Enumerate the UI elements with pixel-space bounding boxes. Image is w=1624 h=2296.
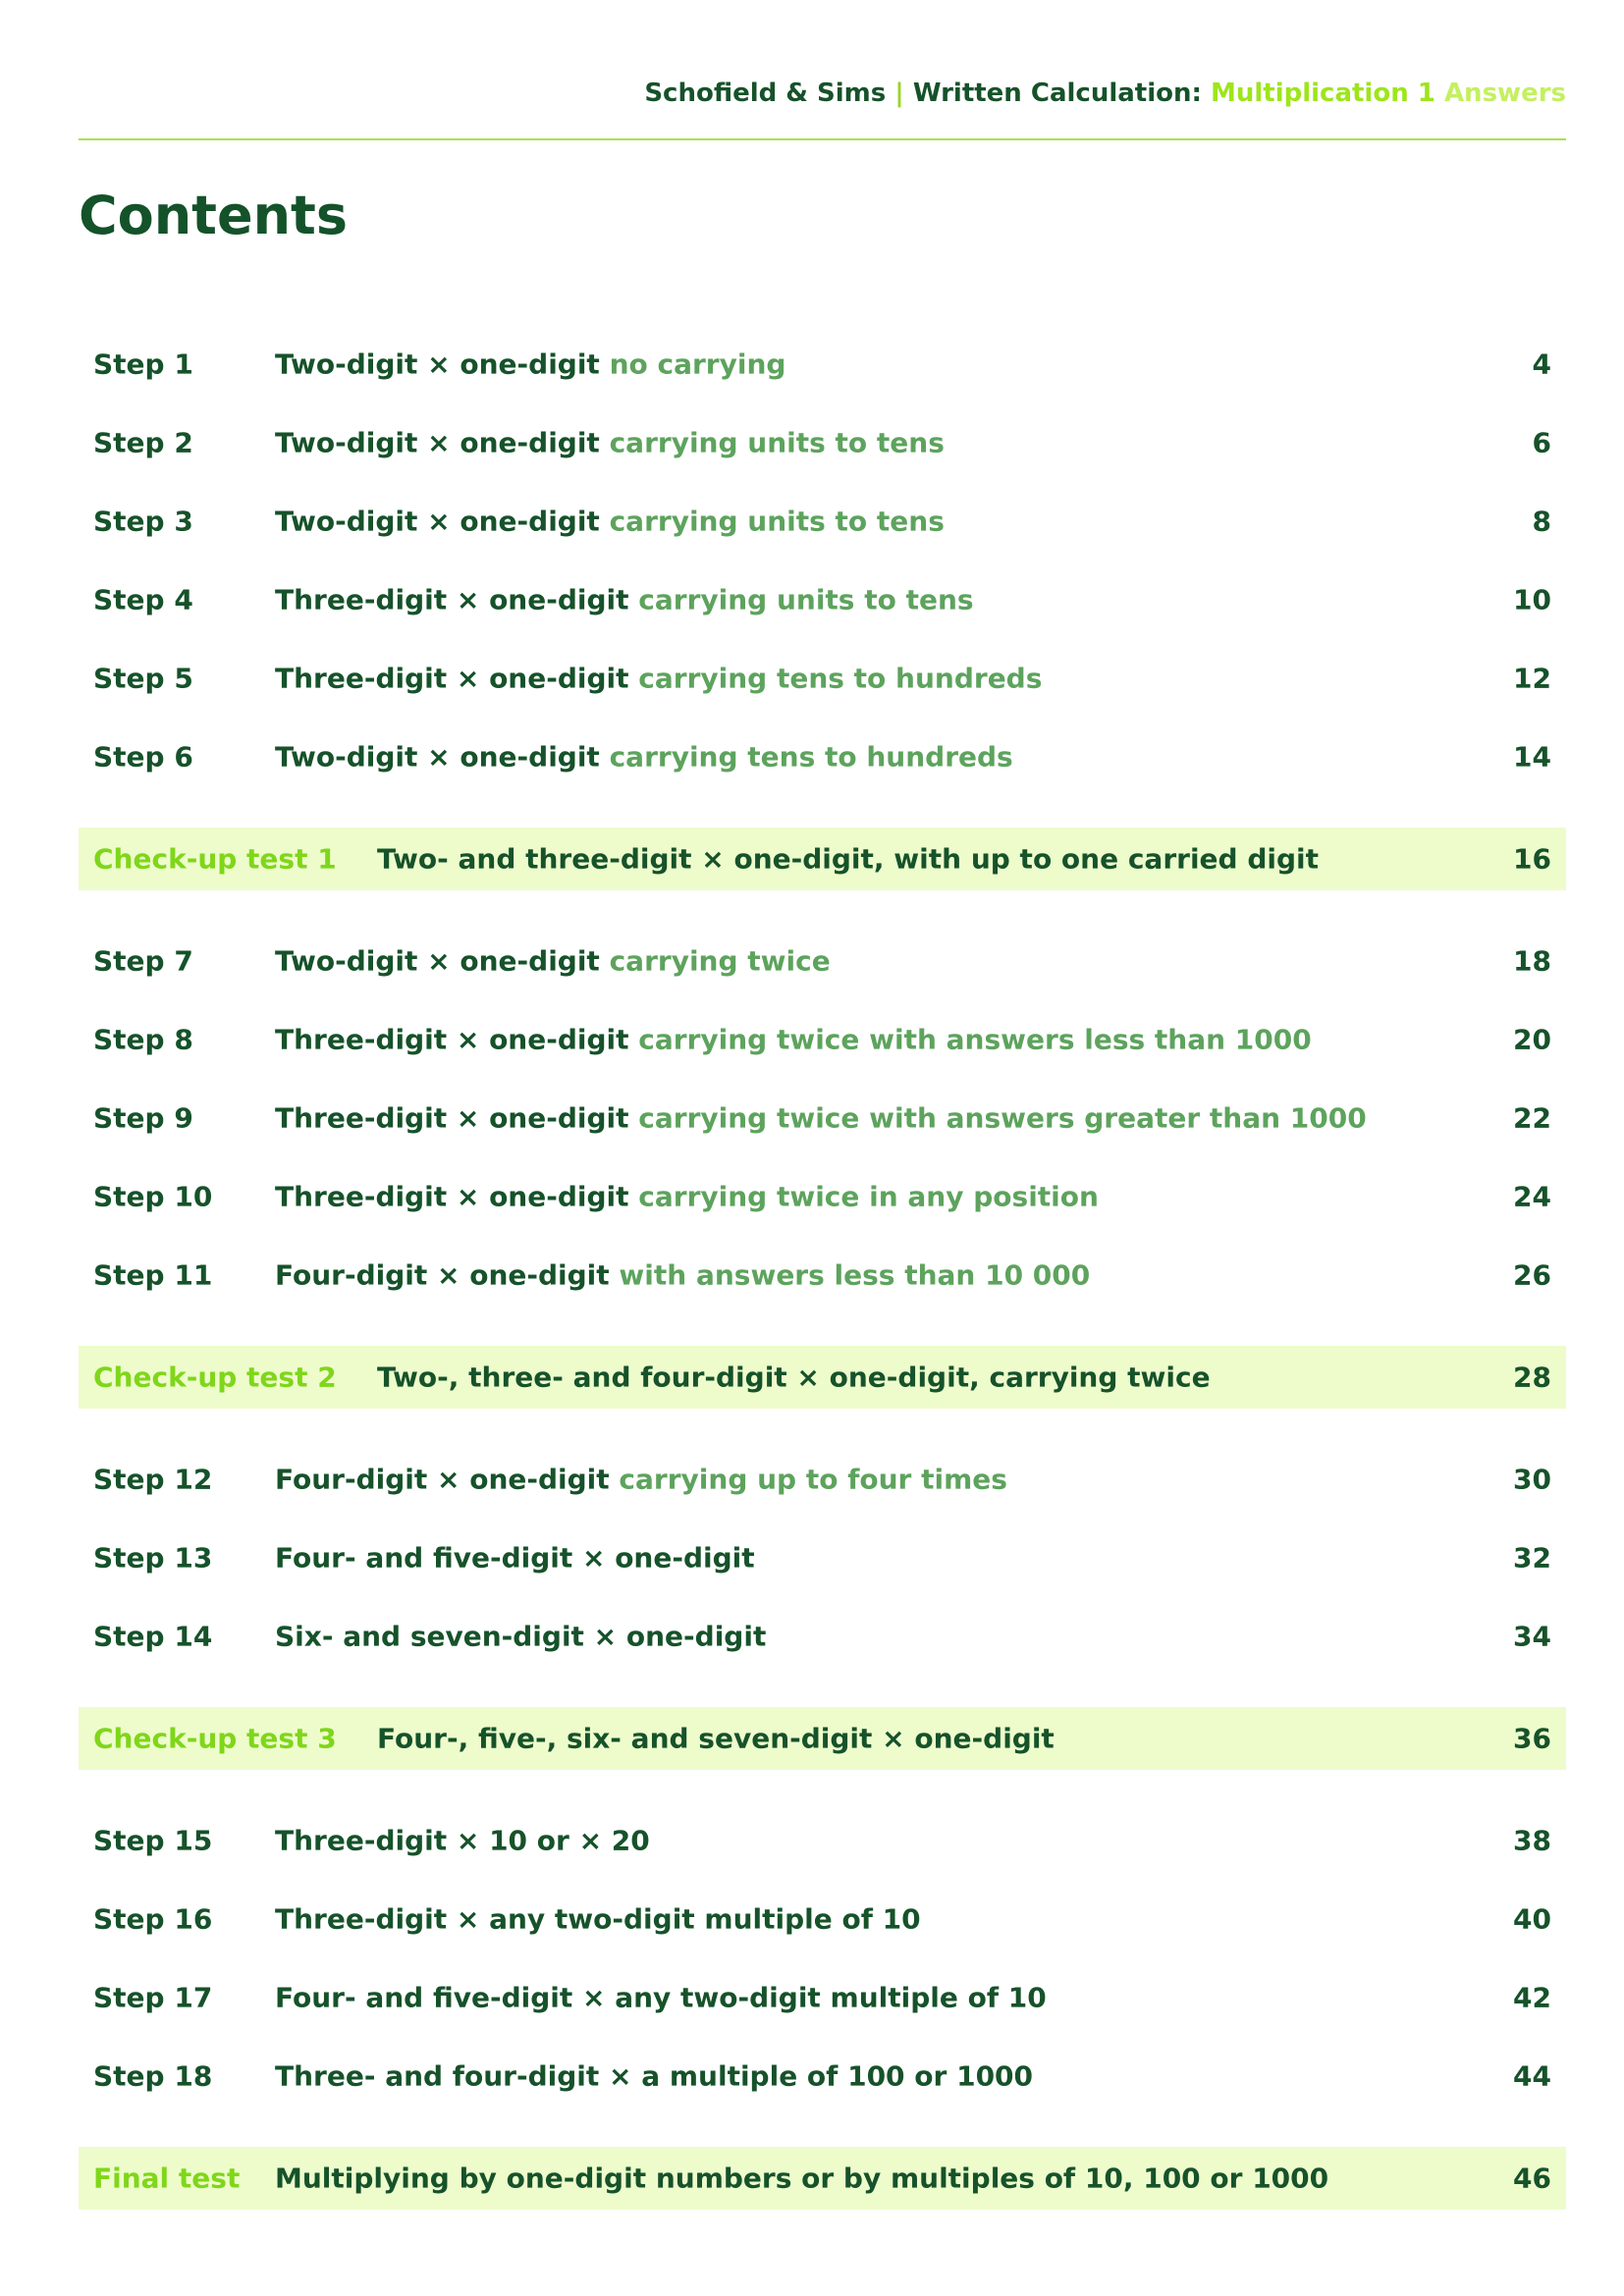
entry-label: Step 8 [93, 1023, 193, 1056]
step-entry [79, 411, 1566, 474]
step-entry [79, 1966, 1566, 2029]
entry-topic: Two-digit × one-digit [275, 740, 600, 774]
entry-topic: Four-, five-, six- and seven-digit × one-digit [377, 1722, 1055, 1755]
entry-page-number: 30 [1513, 1463, 1551, 1496]
entry-description [377, 1362, 1211, 1394]
entry-topic: Two-digit × one-digit [275, 347, 600, 381]
entry-note: carrying twice with answers less than 1000 [638, 1023, 1312, 1056]
step-entry [79, 333, 1566, 396]
entry-note: carrying twice in any position [638, 1180, 1099, 1213]
header-separator: | [894, 79, 904, 108]
entry-page-number: 16 [1513, 842, 1551, 876]
header-publisher: Schofield & Sims [644, 79, 887, 108]
entry-page-number: 4 [1532, 347, 1551, 381]
step-entry [79, 490, 1566, 553]
entry-topic: Three-digit × one-digit [275, 1180, 629, 1213]
entry-description [275, 1181, 1099, 1213]
entry-label: Step 11 [93, 1258, 213, 1292]
entry-description [275, 1102, 1367, 1135]
entry-label: Step 12 [93, 1463, 213, 1496]
entry-label: Step 15 [93, 1824, 213, 1857]
entry-topic: Four- and five-digit × one-digit [275, 1541, 755, 1575]
entry-label: Step 17 [93, 1981, 213, 2014]
entry-topic: Two- and three-digit × one-digit, with up to one carried digit [377, 842, 1319, 876]
entry-topic: Three-digit × one-digit [275, 662, 629, 695]
entry-page-number: 8 [1532, 505, 1551, 538]
entry-note: carrying tens to hundreds [638, 662, 1043, 695]
entry-topic: Three-digit × 10 or × 20 [275, 1824, 650, 1857]
entry-label: Step 9 [93, 1101, 193, 1135]
header-part: Answers [1443, 79, 1566, 108]
entry-description [275, 584, 974, 616]
entry-page-number: 6 [1532, 426, 1551, 459]
test-entry [79, 2147, 1566, 2210]
entry-label: Step 13 [93, 1541, 213, 1575]
entry-label: Step 16 [93, 1902, 213, 1936]
page-title: Contents [79, 185, 349, 246]
entry-description [275, 1903, 921, 1936]
step-entry [79, 1244, 1566, 1307]
entry-description [275, 2060, 1033, 2093]
entry-note: carrying tens to hundreds [609, 740, 1013, 774]
entry-topic: Two-, three- and four-digit × one-digit, carrying twice [377, 1361, 1211, 1394]
step-entry [79, 1888, 1566, 1950]
entry-label: Check-up test 1 [93, 842, 337, 876]
header-subject: Multiplication [1210, 79, 1409, 108]
entry-label: Step 1 [93, 347, 193, 381]
step-entry [79, 568, 1566, 631]
step-entry [79, 647, 1566, 710]
entry-page-number: 34 [1513, 1620, 1551, 1653]
entry-label: Step 6 [93, 740, 193, 774]
entry-note: carrying twice with answers greater than 1000 [638, 1101, 1367, 1135]
entry-page-number: 28 [1513, 1361, 1551, 1394]
entry-topic: Four-digit × one-digit [275, 1463, 610, 1496]
entry-page-number: 40 [1513, 1902, 1551, 1936]
entry-label: Step 4 [93, 583, 193, 616]
header-series: Written Calculation: [912, 79, 1202, 108]
entry-label: Step 10 [93, 1180, 213, 1213]
header-divider: 1 [1417, 79, 1435, 108]
entry-label: Step 14 [93, 1620, 213, 1653]
entry-description [275, 663, 1042, 695]
test-entry [79, 1346, 1566, 1409]
entry-page-number: 32 [1513, 1541, 1551, 1575]
step-entry [79, 1809, 1566, 1872]
entry-description [275, 1464, 1007, 1496]
entry-description [275, 506, 945, 538]
entry-page-number: 26 [1513, 1258, 1551, 1292]
entry-page-number: 10 [1513, 583, 1551, 616]
entry-page-number: 46 [1513, 2162, 1551, 2195]
entry-label: Step 2 [93, 426, 193, 459]
entry-topic: Two-digit × one-digit [275, 426, 600, 459]
entry-description [275, 2163, 1328, 2195]
entry-note: no carrying [609, 347, 786, 381]
entry-topic: Three-digit × one-digit [275, 1023, 629, 1056]
entry-page-number: 24 [1513, 1180, 1551, 1213]
entry-page-number: 42 [1513, 1981, 1551, 2014]
entry-description [377, 1723, 1055, 1755]
entry-page-number: 18 [1513, 944, 1551, 978]
step-entry [79, 1605, 1566, 1668]
entry-label: Step 5 [93, 662, 193, 695]
entry-topic: Four-digit × one-digit [275, 1258, 610, 1292]
entry-page-number: 22 [1513, 1101, 1551, 1135]
entry-description [275, 741, 1013, 774]
entry-page-number: 38 [1513, 1824, 1551, 1857]
step-entry [79, 1165, 1566, 1228]
entry-description [275, 1621, 766, 1653]
test-entry [79, 828, 1566, 890]
step-entry [79, 930, 1566, 992]
entry-label: Step 18 [93, 2059, 213, 2093]
entry-description [275, 1259, 1090, 1292]
entry-page-number: 20 [1513, 1023, 1551, 1056]
step-entry [79, 2045, 1566, 2108]
entry-description [377, 843, 1319, 876]
entry-description [275, 945, 831, 978]
entry-note: carrying units to tens [609, 426, 945, 459]
entry-description [275, 427, 945, 459]
entry-topic: Three-digit × one-digit [275, 583, 629, 616]
step-entry [79, 1448, 1566, 1511]
entry-note: carrying up to four times [619, 1463, 1007, 1496]
entry-topic: Three-digit × one-digit [275, 1101, 629, 1135]
entry-topic: Multiplying by one-digit numbers or by multiples of 10, 100 or 1000 [275, 2162, 1329, 2195]
header-rule [79, 138, 1566, 140]
entry-topic: Two-digit × one-digit [275, 944, 600, 978]
entry-description [275, 1024, 1312, 1056]
entry-topic: Four- and five-digit × any two-digit multiple of 10 [275, 1981, 1047, 2014]
entry-description [275, 348, 785, 381]
entry-description [275, 1825, 650, 1857]
entry-topic: Three- and four-digit × a multiple of 100 or 1000 [275, 2059, 1034, 2093]
entry-label: Check-up test 2 [93, 1361, 337, 1394]
step-entry [79, 1526, 1566, 1589]
entry-label: Final test [93, 2162, 241, 2195]
entry-note: carrying units to tens [638, 583, 974, 616]
entry-description [275, 1542, 755, 1575]
entry-topic: Three-digit × any two-digit multiple of 10 [275, 1902, 921, 1936]
entry-topic: Six- and seven-digit × one-digit [275, 1620, 767, 1653]
step-entry [79, 1087, 1566, 1149]
entry-label: Check-up test 3 [93, 1722, 337, 1755]
running-header [644, 79, 1566, 108]
entry-note: carrying twice [609, 944, 831, 978]
entry-page-number: 44 [1513, 2059, 1551, 2093]
entry-page-number: 36 [1513, 1722, 1551, 1755]
entry-label: Step 3 [93, 505, 193, 538]
entry-page-number: 12 [1513, 662, 1551, 695]
step-entry [79, 725, 1566, 788]
entry-note: with answers less than 10 000 [619, 1258, 1091, 1292]
entry-note: carrying units to tens [609, 505, 945, 538]
entry-topic: Two-digit × one-digit [275, 505, 600, 538]
entry-page-number: 14 [1513, 740, 1551, 774]
entry-description [275, 1982, 1047, 2014]
entry-label: Step 7 [93, 944, 193, 978]
test-entry [79, 1707, 1566, 1770]
step-entry [79, 1008, 1566, 1071]
